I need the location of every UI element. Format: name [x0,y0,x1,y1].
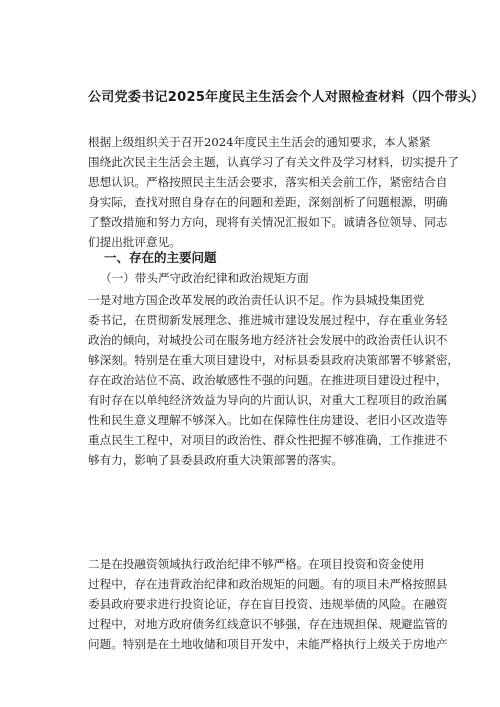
section-heading: 一、存在的主要问题 [104,250,217,265]
text-line: 围绕此次民主生活会主题，认真学习了有关文件及学习材料，切实提升了 [88,155,460,169]
text-line: 一是对地方国企改革发展的政治责任认识不足。作为县城投集团党 [88,293,425,307]
subsection-heading: （一）带头严守政治纪律和政治规矩方面 [100,271,309,285]
text-line: 过程中，存在违背政治纪律和政治规矩的问题。有的项目未严格按照县 [88,577,448,591]
text-line: 二是在投融资领域执行政治纪律不够严格。在项目投资和资金使用 [88,557,425,571]
text-line: 们提出批评意见。 [88,235,181,249]
text-line: 够深刻。特别是在重大项目建设中，对标县委县政府决策部署不够紧密， [88,353,460,367]
text-line: 思想认识。严格按照民主生活会要求，落实相关会前工作，紧密结合自 [88,175,448,189]
text-line: 身实际，查找对照自身存在的问题和差距，深刻剖析了问题根源，明确 [88,195,448,209]
text-line: 重点民生工程中，对项目的政治性、群众性把握不够准确，工作推进不 [88,433,448,447]
text-line: 委书记，在贯彻新发展理念、推进城市建设发展过程中，存在重业务轻 [88,313,448,327]
text-line: 有时存在以单纯经济效益为导向的片面认识，对重大工程项目的政治属 [88,393,448,407]
body-paragraph-1 [88,290,460,470]
text-line: 了整改措施和努力方向，现将有关情况汇报如下。诚请各位领导、同志 [88,215,448,229]
text-line: 政治的倾向，对城投公司在服务地方经济社会发展中的政治责任认识不 [88,333,448,347]
intro-paragraph [88,132,460,252]
text-line: 够有力，影响了县委县政府重大决策部署的落实。 [88,453,344,467]
text-line: 性和民生意义理解不够深入。比如在保障性住房建设、老旧小区改造等 [88,413,448,427]
text-line: 根据上级组织关于召开2024年度民主生活会的通知要求，本人紧紧 [88,135,431,149]
text-line: 过程中，对地方政府债务红线意识不够强，存在违规担保、规避监管的 [88,617,448,631]
text-line: 问题。特别是在土地收储和项目开发中，未能严格执行上级关于房地产 [88,637,448,651]
document-title: 公司党委书记2025年度民主生活会个人对照检查材料（四个带头） [88,90,485,105]
text-line: 存在政治站位不高、政治敏感性不强的问题。在推进项目建设过程中， [88,373,448,387]
body-paragraph-2 [88,554,460,654]
text-line: 委县政府要求进行投资论证，存在盲目投资、违规举债的风险。在融资 [88,597,448,611]
